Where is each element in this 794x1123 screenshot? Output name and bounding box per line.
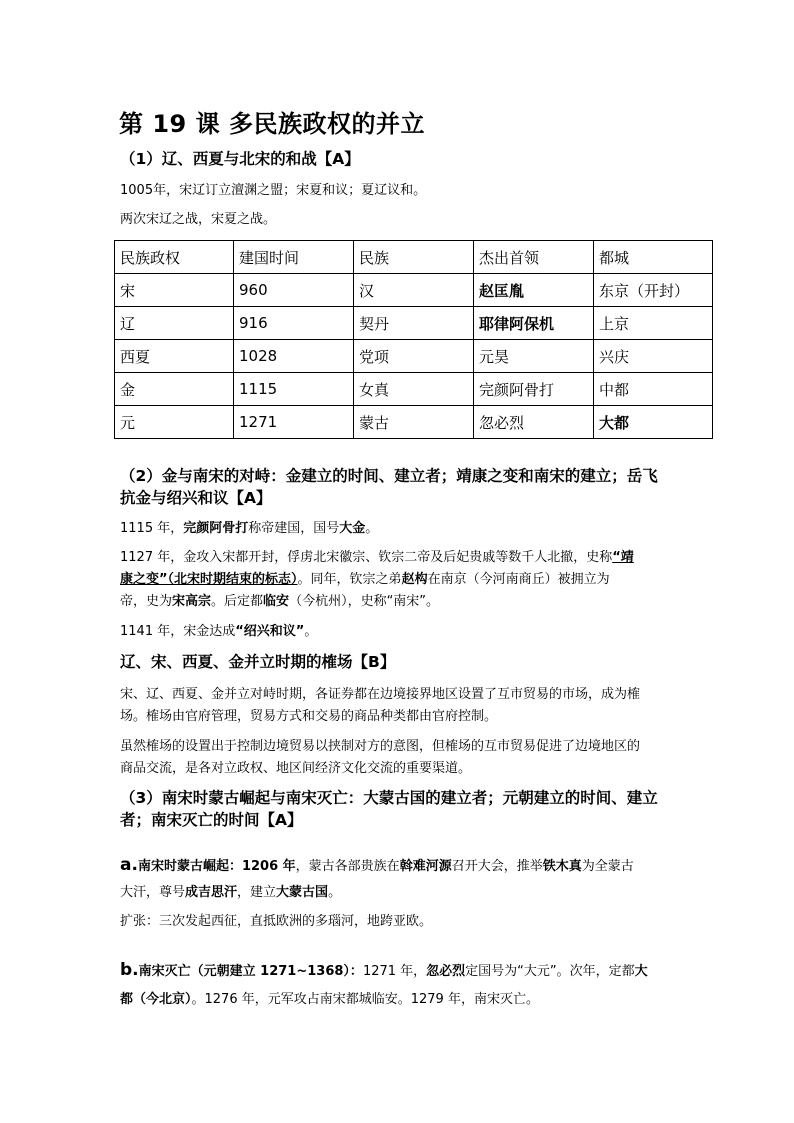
paragraph-line xyxy=(120,547,680,569)
table-header-cell: 民族 xyxy=(354,241,474,274)
table-cell: 女真 xyxy=(354,373,474,406)
text-run-bold: 1206 年 xyxy=(241,859,296,874)
paragraph-line: 商品交流，是各对立政权、地区间经济文化交流的重要渠道。 xyxy=(120,761,472,776)
table-cell: 宋 xyxy=(115,274,234,307)
table-header-cell: 建国时间 xyxy=(234,241,354,274)
text-run: ，建立 xyxy=(237,885,277,900)
table-header-cell: 杰出首领 xyxy=(474,241,594,274)
text-run: 。同年，钦宗之弟 xyxy=(297,572,402,587)
table-cell: 党项 xyxy=(354,340,474,373)
section-4-heading-line-1: （3）南宋时蒙古崛起与南宋灭亡：大蒙古国的建立者；元朝建立的时间、建立 xyxy=(120,789,658,807)
text-run-bold: 都（今北京） xyxy=(120,992,192,1007)
section-4-heading-line-2: 者；南宋灭亡的时间【A】 xyxy=(120,811,303,829)
paragraph-line xyxy=(120,956,680,986)
text-run: 1115 年， xyxy=(120,521,184,536)
table-cell: 辽 xyxy=(115,307,234,340)
table-cell: 960 xyxy=(234,274,354,307)
text-run: 帝，史为 xyxy=(120,594,173,609)
table-cell: 赵匡胤 xyxy=(474,274,594,307)
text-run-bold: “绍兴和议” xyxy=(235,624,305,639)
text-run: 在南京（今河南商丘）被拥立为 xyxy=(427,572,610,587)
text-run: 。后定都 xyxy=(211,594,264,609)
text-run: 召开大会，推举 xyxy=(451,859,543,874)
table-cell: 汉 xyxy=(354,274,474,307)
text-run-bold: 铁木真 xyxy=(542,859,582,874)
text-run-bold-underline: “靖 xyxy=(612,550,634,565)
text-run: （今杭州），史称“南宋”。 xyxy=(289,594,440,609)
table-row xyxy=(115,307,713,340)
text-run: 为全蒙古 xyxy=(581,859,634,874)
list-marker: a. xyxy=(120,855,138,875)
text-run-bold: 宋高宗 xyxy=(172,594,212,609)
list-marker: b. xyxy=(120,960,139,980)
text-run-bold: 斡难河源 xyxy=(399,859,452,874)
table-cell: 上京 xyxy=(594,307,713,340)
table-cell: 1028 xyxy=(234,340,354,373)
section-2-paragraph-2 xyxy=(120,547,680,613)
section-3-paragraph-2 xyxy=(120,736,680,780)
text-run-bold: 成吉思汗 xyxy=(185,885,238,900)
table-cell: 契丹 xyxy=(354,307,474,340)
section-4-item-a xyxy=(120,852,680,906)
text-run-bold: 大金 xyxy=(339,521,366,536)
text-run-bold: 南宋灭亡（元朝建立 1271~1368）： xyxy=(138,964,363,979)
text-run-bold: 临安 xyxy=(263,594,290,609)
text-run-bold: 大蒙古国 xyxy=(276,885,329,900)
text-run: 定国号为“大元”。次年，定都 xyxy=(465,964,635,979)
text-run: 。 xyxy=(328,885,342,900)
paragraph-line: 场。榷场由官府管理，贸易方式和交易的商品种类都由官府控制。 xyxy=(120,709,498,724)
regimes-table xyxy=(114,240,713,439)
table-cell: 东京（开封） xyxy=(594,274,713,307)
section-3-paragraph-1 xyxy=(120,684,680,728)
table-row xyxy=(115,373,713,406)
text-run: ，蒙古各部贵族在 xyxy=(295,859,400,874)
paragraph-line: 虽然榷场的设置出于控制边境贸易以挟制对方的意图，但榷场的互市贸易促进了边境地区的 xyxy=(120,739,641,754)
table-header-cell: 都城 xyxy=(594,241,713,274)
table-cell: 中都 xyxy=(594,373,713,406)
section-4-item-b xyxy=(120,956,680,1014)
text-run-bold: 完颜阿骨打 xyxy=(183,521,249,536)
paragraph-line: 宋、辽、西夏、金并立对峙时期，各证券都在边境接界地区设置了互市贸易的市场，成为榷 xyxy=(120,687,641,702)
text-run: 1141 年，宋金达成 xyxy=(120,624,236,639)
table-row xyxy=(115,274,713,307)
section-2-heading-line-2: 抗金与绍兴和议【A】 xyxy=(120,489,272,507)
section-1-line-1: 1005年，宋辽订立澶渊之盟；宋夏和议；夏辽议和。 xyxy=(120,183,427,198)
text-run: 称帝建国，国号 xyxy=(248,521,340,536)
section-1-line-2: 两次宋辽之战，宋夏之战。 xyxy=(120,212,277,227)
text-run: 1127 年，金攻入宋都开封，俘虏北宋徽宗、钦宗二帝及后妃贵戚等数千人北撤，史称 xyxy=(120,550,613,565)
text-run-bold: 赵构 xyxy=(401,572,428,587)
section-2-paragraph-3 xyxy=(120,621,317,643)
text-run: 。 xyxy=(304,624,318,639)
text-run-bold: 忽必烈 xyxy=(426,964,466,979)
text-run: 大汗，尊号 xyxy=(120,885,186,900)
table-cell: 耶律阿保机 xyxy=(474,307,594,340)
paragraph-line xyxy=(120,591,680,613)
table-row xyxy=(115,406,713,439)
section-1-heading: （1）辽、西夏与北宋的和战【A】 xyxy=(120,150,360,168)
table-cell: 完颜阿骨打 xyxy=(474,373,594,406)
table-cell: 金 xyxy=(115,373,234,406)
table-cell: 西夏 xyxy=(115,340,234,373)
table-cell: 忽必烈 xyxy=(474,406,594,439)
text-run: 。 xyxy=(365,521,379,536)
text-run-bold-underline: 康之变”（北宋时期结束的标志） xyxy=(120,572,298,587)
table-cell: 916 xyxy=(234,307,354,340)
table-header-cell: 民族政权 xyxy=(115,241,234,274)
table-cell: 1115 xyxy=(234,373,354,406)
text-run-bold: 大 xyxy=(634,964,648,979)
section-4-expansion: 扩张：三次发起西征，直抵欧洲的多瑙河，地跨亚欧。 xyxy=(120,914,433,929)
table-cell: 蒙古 xyxy=(354,406,474,439)
section-2-heading-line-1: （2）金与南宋的对峙：金建立的时间、建立者；靖康之变和南宋的建立；岳飞 xyxy=(120,467,658,485)
paragraph-line xyxy=(120,569,680,591)
text-run: 1271 年， xyxy=(362,964,427,979)
table-cell: 元昊 xyxy=(474,340,594,373)
table-cell: 兴庆 xyxy=(594,340,713,373)
text-run: 。1276 年，元军攻占南宋都城临安。1279 年，南宋灭亡。 xyxy=(191,992,539,1007)
table-row xyxy=(115,340,713,373)
section-3-heading: 辽、宋、西夏、金并立时期的榷场【B】 xyxy=(120,653,396,671)
table-cell: 元 xyxy=(115,406,234,439)
section-2-paragraph-1 xyxy=(120,518,378,540)
table-cell: 大都 xyxy=(594,406,713,439)
text-run-bold: 南宋时蒙古崛起： xyxy=(137,859,242,874)
paragraph-line xyxy=(120,986,680,1014)
table-cell: 1271 xyxy=(234,406,354,439)
table-header-row xyxy=(115,241,713,274)
page-title: 第 19 课 多民族政权的并立 xyxy=(119,110,425,138)
paragraph-line xyxy=(120,852,680,880)
paragraph-line xyxy=(120,880,680,906)
